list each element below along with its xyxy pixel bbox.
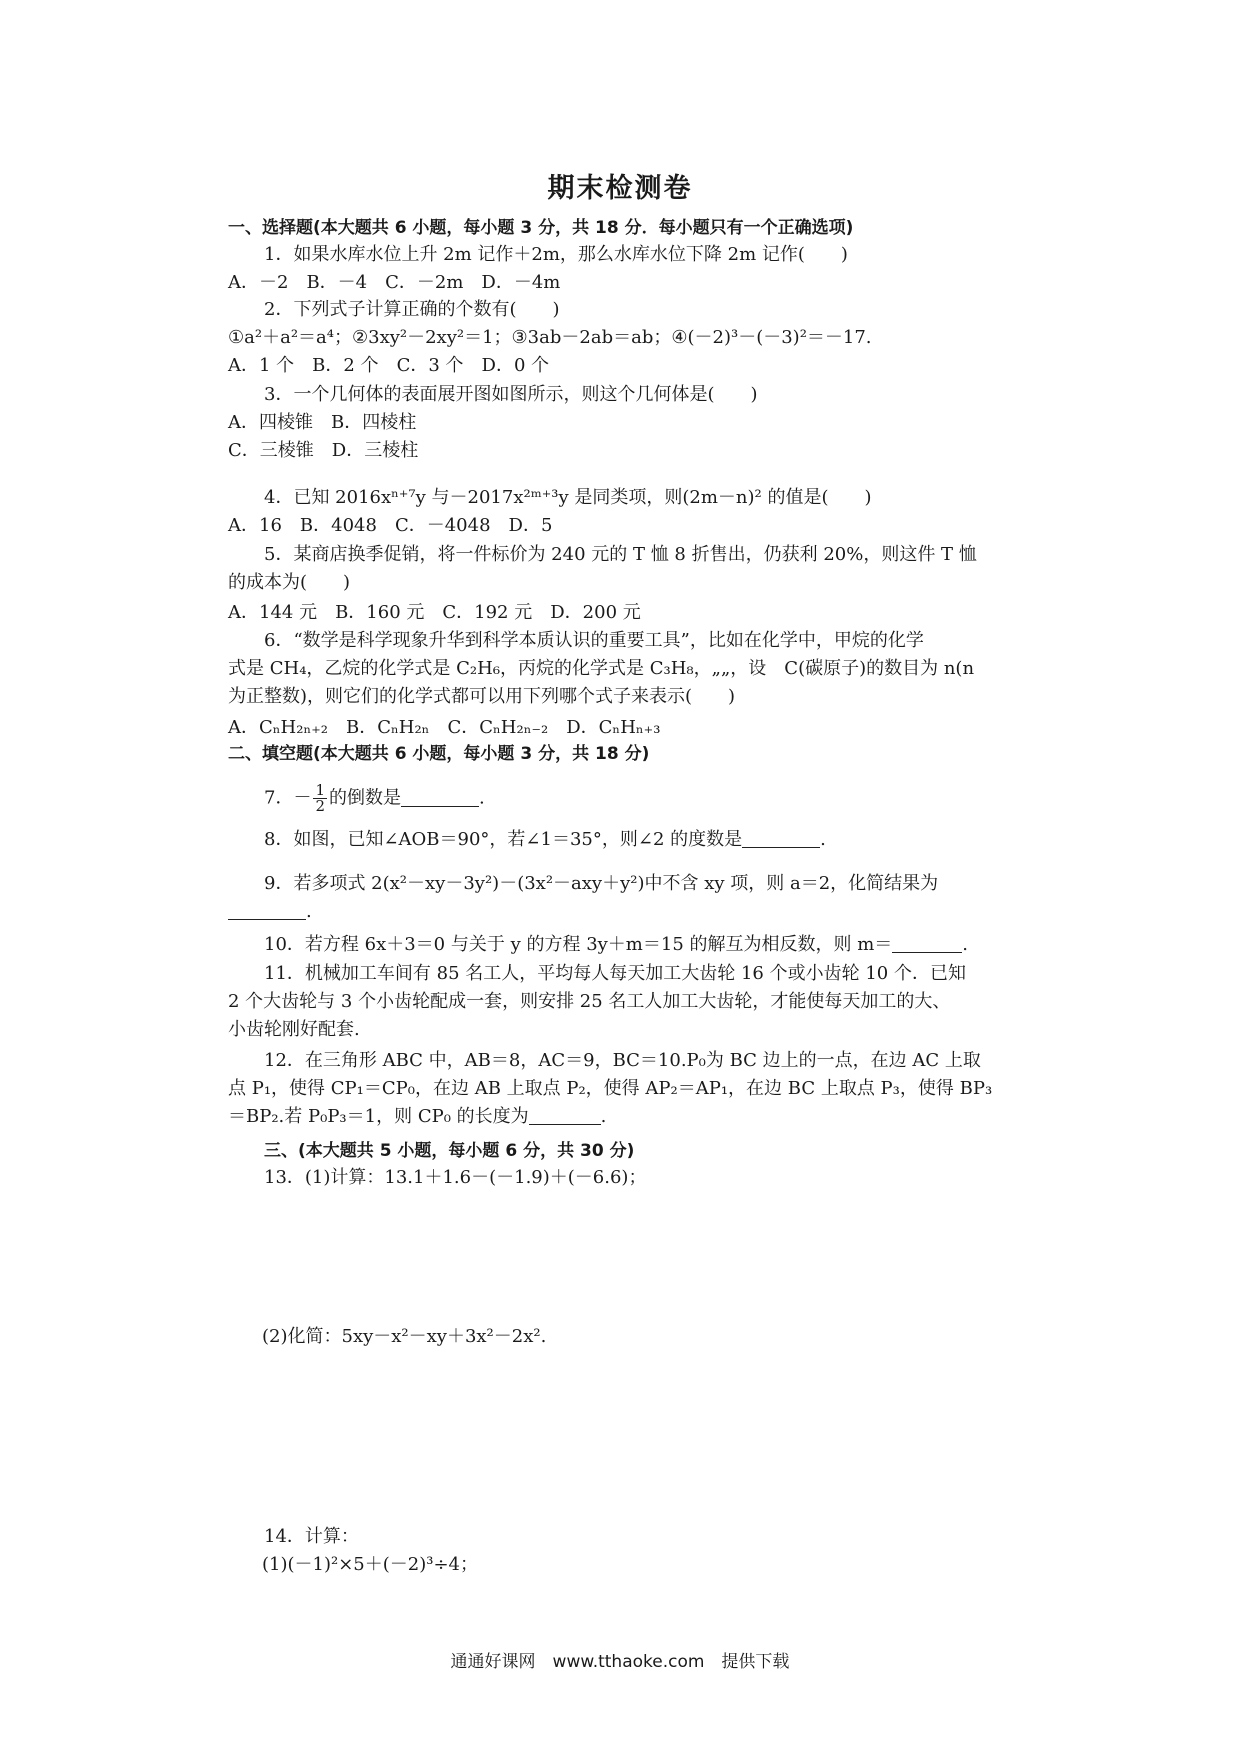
question-6-stem-line3: 为正整数)，则它们的化学式都可以用下列哪个式子来表示( ) [228,686,736,707]
fraction-numerator: 1 [315,781,325,799]
question-13-part1: 13．(1)计算：13.1＋1.6－(－1.9)＋(－6.6)； [264,1167,647,1188]
question-12-end: . [600,1106,607,1127]
question-13-part2: (2)化简：5xy－x²－xy＋3x²－2x². [262,1326,547,1347]
question-10 [264,933,968,957]
question-12-line3 [228,1105,606,1129]
question-5-stem-line2: 的成本为( ) [228,572,351,593]
question-12-line1: 12．在三角形 ABC 中，AB＝8，AC＝9，BC＝10.P₀为 BC 边上的一点，在边 AC 上取 [264,1050,981,1071]
question-3-options-row1: A．四棱锥 B．四棱柱 [228,412,417,433]
answer-blank[interactable] [401,788,479,807]
question-3-options-row2: C．三棱锥 D．三棱柱 [228,440,419,461]
question-10-text: 10．若方程 6x＋3＝0 与关于 y 的方程 3y＋m＝15 的解互为相反数，则 m＝ [264,934,893,955]
question-2-items: ①a²＋a²＝a⁴；②3xy²－2xy²＝1；③3ab－2ab＝ab；④(－2)³－(－3)²＝－17. [228,327,872,348]
question-9-text: 9．若多项式 2(x²－xy－3y²)－(3x²－axy＋y²)中不含 xy 项，则 a＝2，化简结果为 [264,873,939,894]
answer-blank[interactable] [529,1106,601,1125]
question-7 [264,783,485,814]
question-5-options: A．144 元 B．160 元 C．192 元 D．200 元 [228,602,641,623]
question-14-part1: (1)(－1)²×5＋(－2)³÷4； [262,1554,478,1575]
section-header-fill: 二、填空题(本大题共 6 小题，每小题 3 分，共 18 分) [228,744,650,764]
question-11-line3: 小齿轮刚好配套. [228,1019,360,1040]
answer-blank[interactable] [892,934,962,953]
question-8-text: 8．如图，已知∠AOB＝90°，若∠1＝35°，则∠2 的度数是 [264,829,743,850]
section-header-solve: 三、(本大题共 5 小题，每小题 6 分，共 30 分) [264,1141,635,1161]
question-8 [264,828,826,852]
question-2-stem: 2．下列式子计算正确的个数有( ) [264,299,560,320]
question-6-stem-line2: 式是 CH₄，乙烷的化学式是 C₂H₆，丙烷的化学式是 C₃H₈，„„，设 C(碳原子)的数目为 n(n [228,658,975,679]
question-7-end: . [479,787,485,809]
question-12-line3-text: ＝BP₂.若 P₀P₃＝1，则 CP₀ 的长度为 [228,1106,529,1127]
question-7-text: 的倒数是 [329,787,401,809]
question-1-stem: 1．如果水库水位上升 2m 记作＋2m，那么水库水位下降 2m 记作( ) [264,244,848,265]
question-1-options: A．－2 B．－4 C．－2m D．－4m [228,272,561,293]
question-7-number: 7． [264,787,294,809]
question-11-line2: 2 个大齿轮与 3 个小齿轮配成一套，则安排 25 名工人加工大齿轮，才能使每天加工的大、 [228,991,951,1012]
question-6-stem-line1: 6．“数学是科学现象升华到科学本质认识的重要工具”，比如在化学中，甲烷的化学 [264,630,924,651]
question-4-options: A．16 B．4048 C．－4048 D．5 [228,515,553,536]
fraction [313,783,327,814]
answer-blank[interactable] [742,829,820,848]
question-14-stem: 14．计算： [264,1526,359,1547]
section-header-choice: 一、选择题(本大题共 6 小题，每小题 3 分，共 18 分．每小题只有一个正确选项) [228,218,854,238]
question-10-end: . [962,934,969,955]
question-3-stem: 3．一个几何体的表面展开图如图所示，则这个几何体是( ) [264,384,758,405]
question-4-stem: 4．已知 2016xⁿ⁺⁷y 与－2017x²ᵐ⁺³y 是同类项，则(2m－n)² 的值是( ) [264,487,872,508]
question-2-options: A．1 个 B．2 个 C．3 个 D．0 个 [228,355,550,376]
footer-credit: 通通好课网 www.tthaoke.com 提供下载 [450,1652,790,1672]
question-9-answer [228,900,312,924]
page-title: 期末检测卷 [547,173,693,204]
question-7-sign: － [293,787,312,809]
fraction-denominator: 2 [315,797,325,815]
question-6-options: A．CₙH₂ₙ₊₂ B．CₙH₂ₙ C．CₙH₂ₙ₋₂ D．CₙHₙ₊₃ [228,717,661,738]
question-12-line2: 点 P₁，使得 CP₁＝CP₀，在边 AB 上取点 P₂，使得 AP₂＝AP₁，在边 BC 上取点 P₃，使得 BP₃ [228,1078,993,1099]
question-9-end: . [306,901,312,922]
question-8-end: . [820,829,826,850]
question-11-line1: 11．机械加工车间有 85 名工人，平均每人每天加工大齿轮 16 个或小齿轮 10 个．已知 [264,963,966,984]
question-5-stem-line1: 5．某商店换季促销，将一件标价为 240 元的 T 恤 8 折售出，仍获利 20%，则这件 T 恤 [264,544,977,565]
answer-blank[interactable] [228,901,306,920]
